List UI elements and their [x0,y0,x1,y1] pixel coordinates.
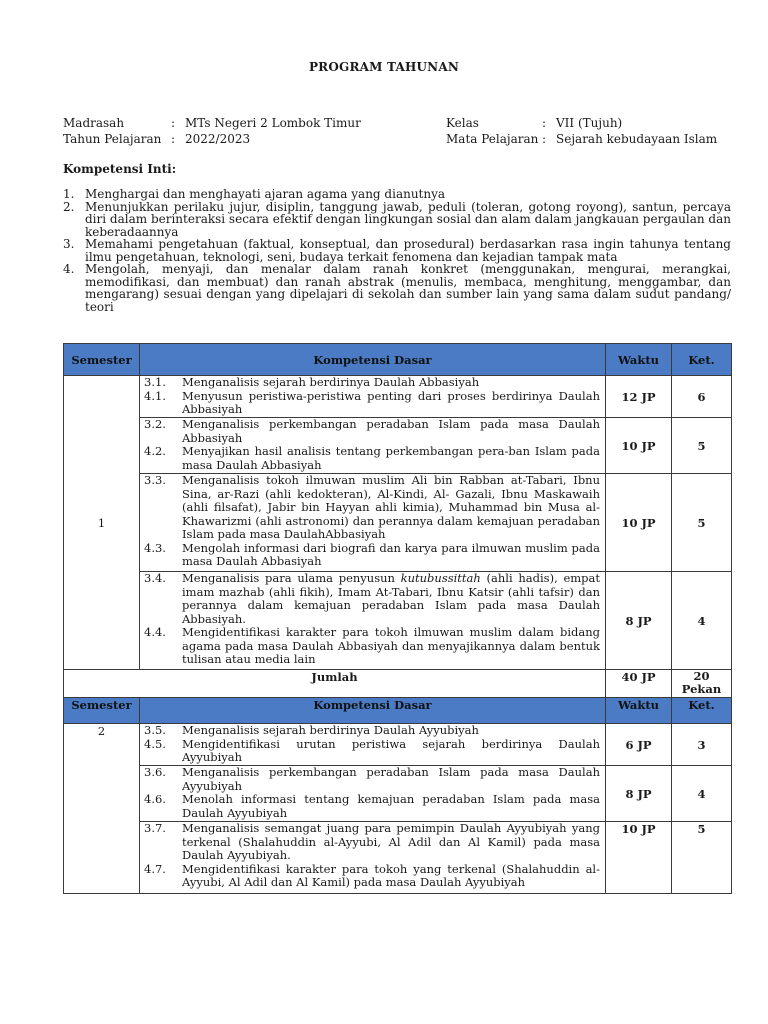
ki-text: Menunjukkan perilaku jujur, disiplin, tanggung jawab, peduli (toleran, gotong royong), santun, percaya diri dalam berinteraksi secara efektif dengan lingkungan sosial dan alam dalam jangkauan pergaulan dan keberadaannya [85,199,731,239]
kd-text: Mengidentifikasi urutan peristiwa sejarah berdirinya Daulah Ayyubiyah [182,736,600,764]
mapel-label: Mata Pelajaran [446,132,539,146]
kd-text-part: Menganalisis para ulama penyusun [182,571,401,585]
table-row [64,572,732,670]
kd-item [140,793,605,820]
ket-cell: 5 [672,474,732,572]
kd-item [140,474,605,542]
kd-cell [140,724,606,766]
tahun-label: Tahun Pelajaran [63,132,162,146]
table-row [64,474,732,572]
ki-num: 3. [63,237,75,251]
kd-num: 4.3. [144,540,166,555]
header-semester: Semester [64,344,140,376]
kd-text: Menyajikan hasil analisis tentang perkembangan pera-ban Islam pada masa Daulah Abbasiyah [182,444,600,472]
kd-item [140,626,605,667]
header-ket: Ket. [672,344,732,376]
kd-item [140,376,605,390]
kd-text: Menganalisis semangat juang para pemimpin Daulah Ayyubiyah yang terkenal (Shalahuddin al-Ayyubi, Al Adil dan Al Kamil) pada masa Daulah Ayyubiyah. [182,821,600,862]
total-ket: 20 Pekan [672,670,732,698]
kd-item [140,445,605,472]
ki-num: 4. [63,262,75,276]
table-row [64,766,732,822]
header-semester: Semester [64,698,140,724]
kd-num: 4.7. [144,861,166,876]
kd-text: Menganalisis tokoh ilmuwan muslim Ali bin Rabban at-Tabari, Ibnu Sina, ar-Razi (ahli kedokteran), Al-Kindi, Al- Gazali, Ibnu Maskawaih (ahli filsafat), Jabir bin Hayyan ahli kimia), Muhammad bin Musa al-Khawarizmi (ahli astronomi) dan perannya dalam kemajuan peradaban Islam pada masa DaulahAbbasiyah [182,473,600,541]
table-header-row [64,698,732,724]
kd-cell [140,766,606,822]
kd-text: Mengidentifikasi karakter para tokoh yang terkenal (Shalahuddin al-Ayyubi, Al Adil dan Al Kamil) pada masa Daulah Ayyubiyah [182,861,600,889]
kd-item [140,542,605,569]
kd-text: Menyusun peristiwa-peristiwa penting dari proses berdirinya Daulah Abbasiyah [182,388,600,416]
colon: : [171,116,176,130]
colon: : [542,132,547,146]
waktu-cell: 8 JP [606,572,672,670]
kd-item [140,738,605,765]
kd-cell [140,572,606,670]
ki-item [63,238,731,263]
mapel-value: Sejarah kebudayaan Islam [556,132,718,146]
header-waktu: Waktu [606,698,672,724]
header-waktu: Waktu [606,344,672,376]
kd-num: 3.6. [144,765,166,779]
kd-item [140,390,605,417]
ki-text: Mengolah, menyaji, dan menalar dalam ranah konkret (menggunakan, mengurai, merangkai, memodifikasi, dan membuat) dan ranah abstrak (menulis, membaca, menghitung, menggambar, dan mengarang) sesuai dengan yang dipelajari di sekolah dan sumber lain yang sama dalam sudut pandang/ teori [85,262,731,314]
kd-text: Menolah informasi tentang kemajuan peradaban Islam pada masa Daulah Ayyubiyah [182,792,600,820]
madrasah-label: Madrasah [63,116,125,130]
kd-cell [140,822,606,894]
kd-item [140,572,605,626]
table-row [64,724,732,766]
ket-cell: 5 [672,822,732,894]
table-header-row [64,344,732,376]
kd-table-semester-1 [63,343,732,894]
kelas-value: VII (Tujuh) [556,116,623,130]
waktu-cell: 10 JP [606,418,672,474]
kd-text-italic: kutubussittah [400,571,481,585]
ki-title: Kompetensi Inti: [63,162,177,176]
kd-num: 3.5. [144,723,166,737]
header-ket: Ket. [672,698,732,724]
ki-item [63,263,731,313]
kd-cell [140,418,606,474]
ket-cell: 6 [672,376,732,418]
total-row [64,670,732,698]
ki-item [63,201,731,239]
ki-list [63,188,731,313]
kd-text [182,572,600,626]
colon: : [542,116,547,130]
kd-num: 4.4. [144,625,166,639]
info-right [446,115,717,147]
kd-text: Menganalisis perkembangan peradaban Islam pada masa Daulah Ayyubiyah [182,765,600,793]
kd-text: Mengolah informasi dari biografi dan karya para ilmuwan muslim pada masa Daulah Abbasiyah [182,540,600,568]
kd-num: 4.5. [144,736,166,751]
info-left [63,115,361,147]
waktu-cell: 8 JP [606,766,672,822]
ki-num: 1. [63,187,75,201]
kd-num: 4.1. [144,388,166,403]
kd-text-part: (ahli hadis), empat imam mazhab (ahli fikih), Imam At-Tabari, Ibnu Katsir (ahli tafsir) dan perannya dalam kemajuan peradaban Islam pada masa Daulah Abbasiyah. [182,571,600,626]
waktu-cell: 10 JP [606,474,672,572]
kelas-label: Kelas [446,116,479,130]
ket-cell: 5 [672,418,732,474]
table-row [64,376,732,418]
table-row [64,418,732,474]
total-label: Jumlah [64,670,606,698]
waktu-cell: 6 JP [606,724,672,766]
waktu-cell: 10 JP [606,822,672,894]
colon: : [171,132,176,146]
madrasah-value: MTs Negeri 2 Lombok Timur [185,116,361,130]
kd-num: 3.2. [144,417,166,431]
ki-num: 2. [63,199,75,214]
semester-cell: 2 [64,724,140,894]
kd-num: 4.6. [144,792,166,806]
kd-cell [140,376,606,418]
kd-item [140,863,605,890]
kd-num: 3.1. [144,375,166,389]
kd-text: Menganalisis perkembangan peradaban Islam pada masa Daulah Abbasiyah [182,417,600,445]
table-row [64,822,732,894]
ki-text: Memahami pengetahuan (faktual, konseptual, dan prosedural) berdasarkan rasa ingin tahunya tentang ilmu pengetahuan, teknologi, seni, budaya terkait fenomena dan kejadian tampak mata [85,237,731,264]
total-waktu: 40 JP [606,670,672,698]
kd-text: Menganalisis sejarah berdirinya Daulah Ayyubiyah [182,723,479,737]
waktu-cell: 12 JP [606,376,672,418]
document-title: PROGRAM TAHUNAN [308,60,460,74]
ket-cell: 4 [672,766,732,822]
ket-cell: 3 [672,724,732,766]
kd-text: Menganalisis sejarah berdirinya Daulah Abbasiyah [182,375,480,389]
kd-num: 3.4. [144,571,166,585]
tahun-value: 2022/2023 [185,132,251,146]
kd-item [140,766,605,793]
kd-cell [140,474,606,572]
kd-num: 3.7. [144,821,166,835]
ket-cell: 4 [672,572,732,670]
ki-text: Menghargai dan menghayati ajaran agama yang dianutnya [85,187,446,201]
kd-item [140,418,605,445]
ki-item [63,188,731,201]
kd-text: Mengidentifikasi karakter para tokoh ilmuwan muslim dalam bidang agama pada masa Daulah Abbasiyah dan menyajikannya dalam bentuk tulisan atau media lain [182,625,600,666]
kd-num: 3.3. [144,473,166,487]
semester-cell: 1 [64,376,140,670]
header-kd: Kompetensi Dasar [140,344,606,376]
header-kd: Kompetensi Dasar [140,698,606,724]
kd-item [140,822,605,863]
kd-num: 4.2. [144,444,166,458]
kd-item [140,724,605,738]
